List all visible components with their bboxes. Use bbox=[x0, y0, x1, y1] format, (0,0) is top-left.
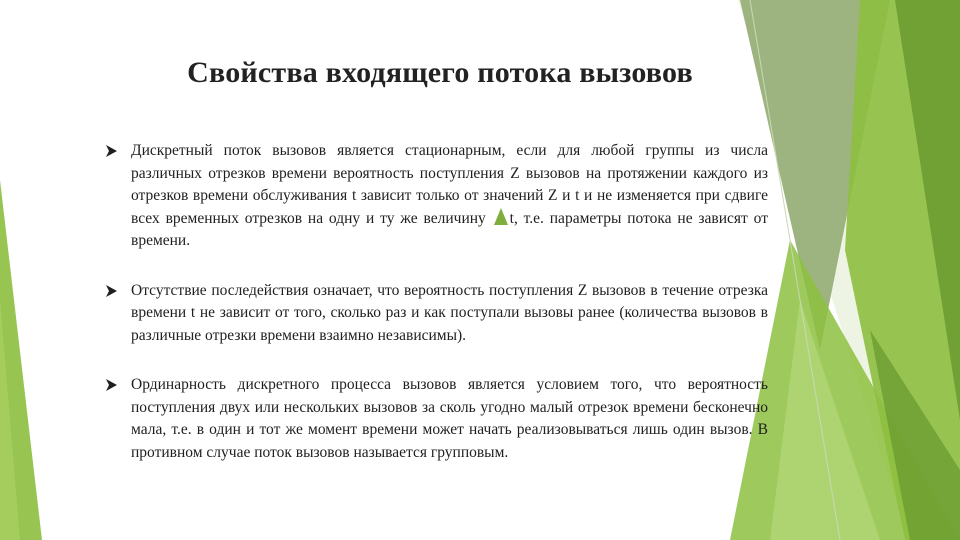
bullet-list bbox=[104, 140, 768, 491]
bullet-item-stationarity bbox=[104, 140, 768, 253]
bullet-text: Ординарность дискретного процесса вызовов является условием того, что вероятность поступления двух или нескольких вызовов за сколь угодно малый отрезок времени бесконечно мала, т.е. в один и тот же момент времени может начать реализовываться лишь один вызов. В противном случае поток вызовов называется групповым. bbox=[131, 376, 768, 461]
arrow-bullet-icon bbox=[104, 284, 118, 298]
bullet-item-no-aftereffect bbox=[104, 280, 768, 348]
arrow-bullet-icon bbox=[104, 144, 118, 158]
bullet-text-part: Дискретный поток вызовов является стационарным, если для любой группы из числа различных отрезков времени вероятность поступления Z вызовов на протяжении каждого из отрезков времени обслуживания t зависит только от значений Z и t и не изменяется при сдвиге всех временных отрезков на одну и ту же величину bbox=[131, 142, 768, 227]
delta-icon bbox=[494, 208, 508, 225]
bullet-item-ordinarity bbox=[104, 374, 768, 464]
bullet-text bbox=[131, 140, 768, 253]
bullet-text: Отсутствие последействия означает, что вероятность поступления Z вызовов в течение отрезка времени t не зависит от того, сколько раз и как поступали вызовы ранее (количества вызовов в различные отрезки времени взаимно независимы). bbox=[131, 281, 768, 344]
bullet-text-part: t, т.е. параметры потока не зависят от времени. bbox=[131, 209, 768, 249]
slide-title: Свойства входящего потока вызовов bbox=[187, 56, 693, 89]
arrow-bullet-icon bbox=[104, 378, 118, 392]
